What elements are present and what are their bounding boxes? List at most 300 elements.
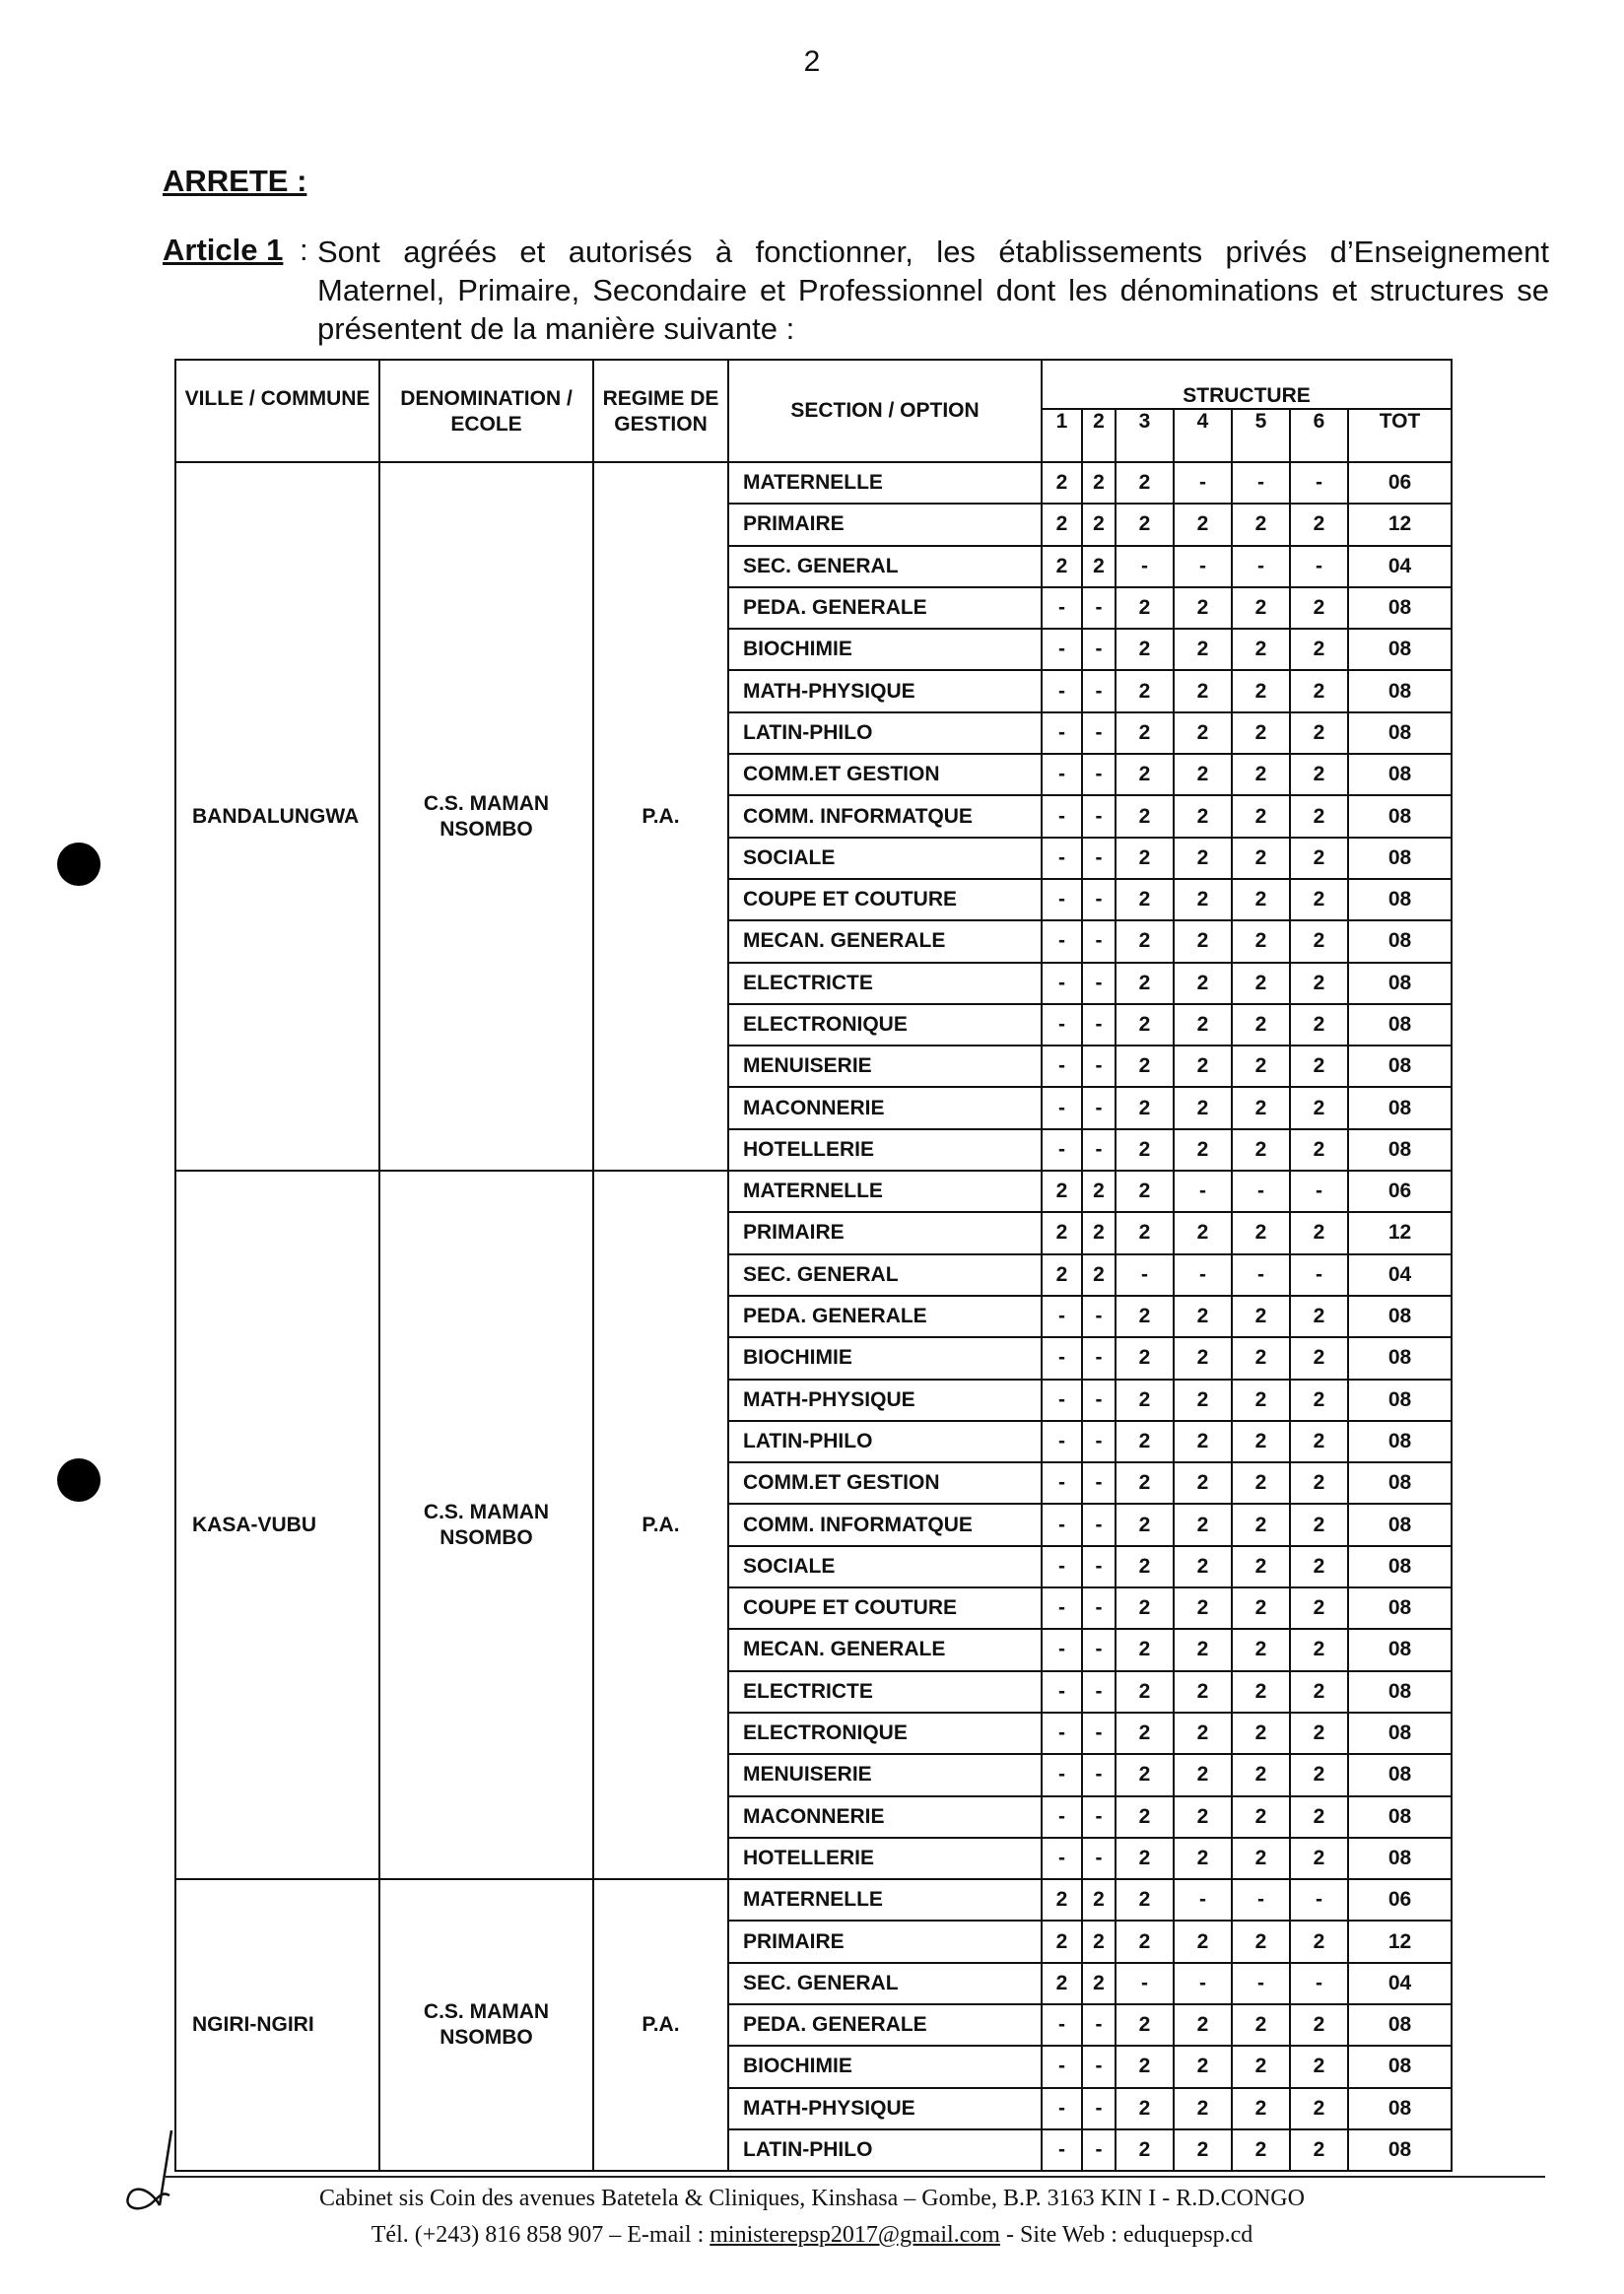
cell-total: 08 xyxy=(1348,1671,1452,1713)
cell-year-4: 2 xyxy=(1174,2046,1232,2087)
cell-section: LATIN-PHILO xyxy=(728,2129,1042,2171)
cell-year-3: 2 xyxy=(1116,754,1174,795)
cell-year-2: - xyxy=(1082,1296,1116,1337)
cell-year-2: 2 xyxy=(1082,1254,1116,1296)
cell-total: 08 xyxy=(1348,629,1452,670)
cell-year-4: - xyxy=(1174,1963,1232,2004)
cell-year-3: 2 xyxy=(1116,1337,1174,1379)
cell-total: 04 xyxy=(1348,546,1452,587)
cell-year-3: 2 xyxy=(1116,587,1174,629)
cell-year-1: - xyxy=(1042,670,1082,711)
cell-year-5: 2 xyxy=(1232,1004,1290,1046)
cell-year-1: - xyxy=(1042,1671,1082,1713)
cell-year-6: 2 xyxy=(1290,1129,1348,1171)
cell-year-1: - xyxy=(1042,1838,1082,1879)
cell-year-3: 2 xyxy=(1116,920,1174,962)
cell-section: LATIN-PHILO xyxy=(728,712,1042,754)
cell-year-5: 2 xyxy=(1232,1629,1290,1670)
cell-section: HOTELLERIE xyxy=(728,1838,1042,1879)
cell-year-1: - xyxy=(1042,2129,1082,2171)
cell-year-2: - xyxy=(1082,1046,1116,1087)
cell-year-1: - xyxy=(1042,1796,1082,1838)
cell-year-1: - xyxy=(1042,754,1082,795)
cell-total: 08 xyxy=(1348,1587,1452,1629)
cell-year-6: - xyxy=(1290,1254,1348,1296)
cell-section: ELECTRICTE xyxy=(728,1671,1042,1713)
cell-total: 08 xyxy=(1348,587,1452,629)
cell-total: 08 xyxy=(1348,879,1452,920)
cell-year-6: 2 xyxy=(1290,1838,1348,1879)
cell-total: 06 xyxy=(1348,1171,1452,1212)
cell-year-1: 2 xyxy=(1042,1879,1082,1921)
cell-year-3: 2 xyxy=(1116,795,1174,837)
cell-year-6: 2 xyxy=(1290,629,1348,670)
cell-year-5: - xyxy=(1232,1879,1290,1921)
cell-year-3: 2 xyxy=(1116,1713,1174,1754)
cell-year-3: 2 xyxy=(1116,1838,1174,1879)
cell-year-2: - xyxy=(1082,795,1116,837)
cell-year-5: 2 xyxy=(1232,1546,1290,1587)
cell-year-4: 2 xyxy=(1174,629,1232,670)
cell-year-3: 2 xyxy=(1116,1421,1174,1462)
cell-year-3: 2 xyxy=(1116,670,1174,711)
cell-year-4: 2 xyxy=(1174,1754,1232,1795)
cell-year-6: 2 xyxy=(1290,1462,1348,1504)
cell-total: 08 xyxy=(1348,754,1452,795)
cell-section: COUPE ET COUTURE xyxy=(728,879,1042,920)
cell-year-2: - xyxy=(1082,2004,1116,2046)
cell-year-3: 2 xyxy=(1116,1546,1174,1587)
cell-year-2: 2 xyxy=(1082,546,1116,587)
cell-year-5: 2 xyxy=(1232,1421,1290,1462)
header-ville: VILLE / COMMUNE xyxy=(175,360,379,462)
cell-section: SOCIALE xyxy=(728,1546,1042,1587)
cell-year-2: 2 xyxy=(1082,504,1116,545)
cell-year-1: 2 xyxy=(1042,462,1082,504)
cell-year-6: 2 xyxy=(1290,1546,1348,1587)
cell-year-5: 2 xyxy=(1232,1671,1290,1713)
cell-year-4: 2 xyxy=(1174,1421,1232,1462)
cell-year-5: 2 xyxy=(1232,2088,1290,2129)
cell-year-2: - xyxy=(1082,963,1116,1004)
footer-address: Cabinet sis Coin des avenues Batetela & Cliniques, Kinshasa – Gombe, B.P. 3163 KIN I - R.D.CONGO xyxy=(319,2186,1305,2211)
cell-year-2: 2 xyxy=(1082,462,1116,504)
cell-year-1: 2 xyxy=(1042,1171,1082,1212)
cell-year-2: - xyxy=(1082,1504,1116,1545)
cell-year-6: 2 xyxy=(1290,879,1348,920)
cell-section: PRIMAIRE xyxy=(728,1921,1042,1962)
cell-total: 08 xyxy=(1348,1796,1452,1838)
cell-total: 08 xyxy=(1348,795,1452,837)
cell-year-2: - xyxy=(1082,1087,1116,1128)
cell-year-5: 2 xyxy=(1232,1087,1290,1128)
cell-total: 08 xyxy=(1348,1046,1452,1087)
cell-year-1: - xyxy=(1042,1421,1082,1462)
cell-year-3: 2 xyxy=(1116,879,1174,920)
cell-year-4: 2 xyxy=(1174,1129,1232,1171)
cell-year-6: 2 xyxy=(1290,963,1348,1004)
cell-year-2: - xyxy=(1082,754,1116,795)
cell-regime: P.A. xyxy=(593,1879,728,2171)
article-colon: : xyxy=(300,233,308,267)
cell-total: 04 xyxy=(1348,1963,1452,2004)
cell-year-1: - xyxy=(1042,1337,1082,1379)
cell-year-5: 2 xyxy=(1232,879,1290,920)
cell-year-2: - xyxy=(1082,879,1116,920)
cell-section: ELECTRONIQUE xyxy=(728,1713,1042,1754)
cell-total: 08 xyxy=(1348,1296,1452,1337)
cell-year-5: 2 xyxy=(1232,587,1290,629)
cell-year-4: 2 xyxy=(1174,1337,1232,1379)
table-row xyxy=(175,1879,1452,1921)
cell-section: BIOCHIMIE xyxy=(728,2046,1042,2087)
cell-year-3: 2 xyxy=(1116,462,1174,504)
cell-year-5: 2 xyxy=(1232,1046,1290,1087)
cell-year-3: 2 xyxy=(1116,963,1174,1004)
cell-year-5: 2 xyxy=(1232,629,1290,670)
cell-year-6: - xyxy=(1290,1879,1348,1921)
cell-total: 08 xyxy=(1348,920,1452,962)
cell-total: 08 xyxy=(1348,1462,1452,1504)
cell-year-5: 2 xyxy=(1232,2046,1290,2087)
cell-total: 08 xyxy=(1348,963,1452,1004)
cell-year-3: 2 xyxy=(1116,504,1174,545)
cell-section: MACONNERIE xyxy=(728,1796,1042,1838)
header-regime: REGIME DE GESTION xyxy=(593,360,728,462)
cell-year-1: 2 xyxy=(1042,1212,1082,1253)
cell-year-6: 2 xyxy=(1290,504,1348,545)
cell-year-4: 2 xyxy=(1174,1921,1232,1962)
cell-section: SEC. GENERAL xyxy=(728,1963,1042,2004)
cell-year-2: - xyxy=(1082,1129,1116,1171)
cell-section: PRIMAIRE xyxy=(728,504,1042,545)
cell-year-4: 2 xyxy=(1174,2088,1232,2129)
cell-year-3: 2 xyxy=(1116,1462,1174,1504)
cell-year-1: - xyxy=(1042,1629,1082,1670)
cell-year-6: 2 xyxy=(1290,587,1348,629)
cell-total: 08 xyxy=(1348,1087,1452,1128)
cell-year-6: 2 xyxy=(1290,754,1348,795)
header-structure: STRUCTURE xyxy=(1042,360,1452,409)
cell-total: 08 xyxy=(1348,1337,1452,1379)
article-label: Article 1 xyxy=(163,233,284,267)
cell-section: MATH-PHYSIQUE xyxy=(728,2088,1042,2129)
header-year-4: 4 xyxy=(1174,409,1232,462)
cell-year-6: - xyxy=(1290,1171,1348,1212)
cell-year-1: - xyxy=(1042,2088,1082,2129)
cell-year-5: - xyxy=(1232,1171,1290,1212)
cell-year-4: 2 xyxy=(1174,1713,1232,1754)
cell-denomination: C.S. MAMAN NSOMBO xyxy=(379,1879,593,2171)
cell-year-5: 2 xyxy=(1232,1754,1290,1795)
cell-total: 08 xyxy=(1348,1380,1452,1421)
cell-section: COMM.ET GESTION xyxy=(728,754,1042,795)
cell-year-2: - xyxy=(1082,1421,1116,1462)
cell-year-5: 2 xyxy=(1232,1462,1290,1504)
header-year-6: 6 xyxy=(1290,409,1348,462)
cell-year-6: 2 xyxy=(1290,712,1348,754)
cell-year-1: - xyxy=(1042,712,1082,754)
header-year-2: 2 xyxy=(1082,409,1116,462)
cell-year-5: 2 xyxy=(1232,712,1290,754)
cell-year-3: 2 xyxy=(1116,2129,1174,2171)
cell-year-1: - xyxy=(1042,1380,1082,1421)
cell-year-2: - xyxy=(1082,1713,1116,1754)
cell-year-5: 2 xyxy=(1232,670,1290,711)
cell-year-1: 2 xyxy=(1042,504,1082,545)
cell-year-4: - xyxy=(1174,1879,1232,1921)
cell-year-3: 2 xyxy=(1116,1879,1174,1921)
cell-section: MENUISERIE xyxy=(728,1046,1042,1087)
footer-rule xyxy=(166,2176,1545,2178)
cell-section: PRIMAIRE xyxy=(728,1212,1042,1253)
cell-year-6: - xyxy=(1290,1963,1348,2004)
cell-year-4: 2 xyxy=(1174,2129,1232,2171)
cell-year-5: 2 xyxy=(1232,1337,1290,1379)
cell-regime: P.A. xyxy=(593,462,728,1171)
cell-year-4: 2 xyxy=(1174,1046,1232,1087)
cell-year-1: - xyxy=(1042,1546,1082,1587)
cell-year-4: - xyxy=(1174,1171,1232,1212)
cell-total: 08 xyxy=(1348,1713,1452,1754)
header-year-5: 5 xyxy=(1232,409,1290,462)
footer-contact xyxy=(0,2222,1624,2249)
cell-year-5: - xyxy=(1232,1963,1290,2004)
cell-year-3: 2 xyxy=(1116,1087,1174,1128)
cell-year-3: 2 xyxy=(1116,2088,1174,2129)
cell-year-2: 2 xyxy=(1082,1212,1116,1253)
cell-year-5: 2 xyxy=(1232,795,1290,837)
cell-year-5: 2 xyxy=(1232,1796,1290,1838)
cell-year-4: 2 xyxy=(1174,1587,1232,1629)
cell-year-6: 2 xyxy=(1290,2088,1348,2129)
cell-year-1: - xyxy=(1042,1587,1082,1629)
cell-year-1: 2 xyxy=(1042,1921,1082,1962)
cell-total: 08 xyxy=(1348,1546,1452,1587)
cell-year-1: - xyxy=(1042,1129,1082,1171)
cell-year-3: 2 xyxy=(1116,1212,1174,1253)
cell-year-3: 2 xyxy=(1116,1171,1174,1212)
cell-year-6: 2 xyxy=(1290,1796,1348,1838)
cell-section: COMM. INFORMATQUE xyxy=(728,795,1042,837)
footer-website: - Site Web : eduquepsp.cd xyxy=(999,2222,1253,2248)
cell-year-4: 2 xyxy=(1174,1629,1232,1670)
footer-email-link[interactable]: ministerepsp2017@gmail.com xyxy=(710,2222,1000,2248)
cell-year-4: 2 xyxy=(1174,670,1232,711)
cell-year-4: 2 xyxy=(1174,1462,1232,1504)
cell-year-2: - xyxy=(1082,712,1116,754)
cell-year-1: - xyxy=(1042,920,1082,962)
footer-phone: Tél. (+243) 816 858 907 – E-mail : xyxy=(371,2222,710,2248)
cell-year-2: - xyxy=(1082,920,1116,962)
structure-table xyxy=(174,359,1453,2172)
cell-year-1: - xyxy=(1042,1296,1082,1337)
cell-total: 06 xyxy=(1348,1879,1452,1921)
cell-year-3: 2 xyxy=(1116,2004,1174,2046)
header-year-3: 3 xyxy=(1116,409,1174,462)
cell-year-1: - xyxy=(1042,1462,1082,1504)
cell-year-5: 2 xyxy=(1232,1129,1290,1171)
cell-ville: BANDALUNGWA xyxy=(175,462,379,1171)
cell-year-1: - xyxy=(1042,1046,1082,1087)
cell-year-4: 2 xyxy=(1174,795,1232,837)
cell-year-6: 2 xyxy=(1290,1046,1348,1087)
cell-year-6: - xyxy=(1290,462,1348,504)
cell-year-1: - xyxy=(1042,1713,1082,1754)
cell-year-6: 2 xyxy=(1290,1087,1348,1128)
cell-year-4: 2 xyxy=(1174,1004,1232,1046)
table-row xyxy=(175,462,1452,504)
cell-year-4: 2 xyxy=(1174,2004,1232,2046)
cell-year-2: - xyxy=(1082,1796,1116,1838)
cell-year-2: - xyxy=(1082,587,1116,629)
cell-section: SEC. GENERAL xyxy=(728,1254,1042,1296)
cell-section: COUPE ET COUTURE xyxy=(728,1587,1042,1629)
cell-total: 08 xyxy=(1348,2004,1452,2046)
cell-section: BIOCHIMIE xyxy=(728,629,1042,670)
cell-section: HOTELLERIE xyxy=(728,1129,1042,1171)
cell-year-3: 2 xyxy=(1116,1504,1174,1545)
cell-total: 08 xyxy=(1348,1129,1452,1171)
cell-year-2: - xyxy=(1082,1546,1116,1587)
cell-section: ELECTRICTE xyxy=(728,963,1042,1004)
cell-year-2: - xyxy=(1082,1587,1116,1629)
cell-year-5: 2 xyxy=(1232,920,1290,962)
cell-year-3: 2 xyxy=(1116,1796,1174,1838)
cell-section: MECAN. GENERALE xyxy=(728,920,1042,962)
cell-year-3: 2 xyxy=(1116,838,1174,879)
cell-year-6: 2 xyxy=(1290,1504,1348,1545)
cell-year-5: - xyxy=(1232,1254,1290,1296)
cell-year-5: 2 xyxy=(1232,1921,1290,1962)
cell-year-4: 2 xyxy=(1174,1296,1232,1337)
cell-year-2: - xyxy=(1082,1754,1116,1795)
cell-year-6: 2 xyxy=(1290,1212,1348,1253)
cell-year-4: 2 xyxy=(1174,920,1232,962)
cell-year-5: 2 xyxy=(1232,963,1290,1004)
cell-total: 04 xyxy=(1348,1254,1452,1296)
cell-year-2: - xyxy=(1082,1337,1116,1379)
cell-year-3: - xyxy=(1116,546,1174,587)
header-year-1: 1 xyxy=(1042,409,1082,462)
cell-year-5: 2 xyxy=(1232,1504,1290,1545)
cell-year-3: 2 xyxy=(1116,1587,1174,1629)
cell-year-6: 2 xyxy=(1290,1380,1348,1421)
cell-section: SOCIALE xyxy=(728,838,1042,879)
cell-section: MENUISERIE xyxy=(728,1754,1042,1795)
cell-year-2: - xyxy=(1082,2088,1116,2129)
cell-total: 08 xyxy=(1348,1754,1452,1795)
cell-year-6: 2 xyxy=(1290,2129,1348,2171)
cell-year-4: - xyxy=(1174,546,1232,587)
cell-year-3: 2 xyxy=(1116,1921,1174,1962)
cell-year-4: 2 xyxy=(1174,1212,1232,1253)
cell-year-2: - xyxy=(1082,1629,1116,1670)
cell-year-4: 2 xyxy=(1174,712,1232,754)
cell-section: PEDA. GENERALE xyxy=(728,2004,1042,2046)
cell-year-2: - xyxy=(1082,2129,1116,2171)
cell-year-3: 2 xyxy=(1116,1046,1174,1087)
cell-year-4: 2 xyxy=(1174,838,1232,879)
cell-year-5: - xyxy=(1232,462,1290,504)
cell-year-4: 2 xyxy=(1174,1796,1232,1838)
cell-year-1: 2 xyxy=(1042,1254,1082,1296)
binder-hole xyxy=(57,843,101,886)
cell-year-3: 2 xyxy=(1116,1296,1174,1337)
cell-year-6: 2 xyxy=(1290,1921,1348,1962)
cell-total: 08 xyxy=(1348,1629,1452,1670)
cell-year-2: 2 xyxy=(1082,1879,1116,1921)
cell-total: 06 xyxy=(1348,462,1452,504)
cell-year-5: 2 xyxy=(1232,2129,1290,2171)
cell-year-3: 2 xyxy=(1116,1671,1174,1713)
cell-year-6: 2 xyxy=(1290,1713,1348,1754)
cell-year-6: - xyxy=(1290,546,1348,587)
cell-year-4: 2 xyxy=(1174,1671,1232,1713)
cell-year-6: 2 xyxy=(1290,1587,1348,1629)
cell-section: ELECTRONIQUE xyxy=(728,1004,1042,1046)
cell-year-3: 2 xyxy=(1116,629,1174,670)
cell-year-6: 2 xyxy=(1290,1337,1348,1379)
cell-section: SEC. GENERAL xyxy=(728,546,1042,587)
cell-year-1: 2 xyxy=(1042,1963,1082,2004)
cell-year-6: 2 xyxy=(1290,1671,1348,1713)
cell-year-3: 2 xyxy=(1116,2046,1174,2087)
page-number: 2 xyxy=(803,45,821,78)
cell-denomination: C.S. MAMAN NSOMBO xyxy=(379,1171,593,1879)
cell-year-3: 2 xyxy=(1116,1129,1174,1171)
cell-year-4: 2 xyxy=(1174,963,1232,1004)
cell-year-6: 2 xyxy=(1290,1296,1348,1337)
cell-section: COMM. INFORMATQUE xyxy=(728,1504,1042,1545)
cell-year-3: 2 xyxy=(1116,1629,1174,1670)
cell-year-6: 2 xyxy=(1290,670,1348,711)
cell-total: 08 xyxy=(1348,1504,1452,1545)
cell-total: 08 xyxy=(1348,712,1452,754)
cell-denomination: C.S. MAMAN NSOMBO xyxy=(379,462,593,1171)
cell-total: 08 xyxy=(1348,1004,1452,1046)
cell-year-2: - xyxy=(1082,1462,1116,1504)
binder-hole xyxy=(57,1458,101,1502)
header-denomination: DENOMINATION / ECOLE xyxy=(379,360,593,462)
cell-section: MATH-PHYSIQUE xyxy=(728,670,1042,711)
cell-year-3: - xyxy=(1116,1254,1174,1296)
cell-year-3: 2 xyxy=(1116,1380,1174,1421)
cell-year-1: - xyxy=(1042,1004,1082,1046)
cell-year-3: 2 xyxy=(1116,1004,1174,1046)
cell-total: 08 xyxy=(1348,2046,1452,2087)
table-row xyxy=(175,1171,1452,1212)
cell-year-6: 2 xyxy=(1290,838,1348,879)
cell-year-5: 2 xyxy=(1232,838,1290,879)
cell-section: MATERNELLE xyxy=(728,1879,1042,1921)
cell-year-2: - xyxy=(1082,2046,1116,2087)
cell-section: PEDA. GENERALE xyxy=(728,1296,1042,1337)
cell-year-1: - xyxy=(1042,1504,1082,1545)
cell-year-4: 2 xyxy=(1174,754,1232,795)
cell-year-6: 2 xyxy=(1290,795,1348,837)
cell-year-6: 2 xyxy=(1290,1629,1348,1670)
article-text: Sont agréés et autorisés à fonctionner, les établissements privés d’Enseignement Maternel, Primaire, Secondaire et Professionnel dont les dénominations et structures se présentent de la manière suivante : xyxy=(317,235,1549,346)
cell-year-4: 2 xyxy=(1174,1838,1232,1879)
cell-year-4: 2 xyxy=(1174,504,1232,545)
cell-year-3: 2 xyxy=(1116,712,1174,754)
cell-year-6: 2 xyxy=(1290,1421,1348,1462)
cell-ville: NGIRI-NGIRI xyxy=(175,1879,379,2171)
header-section: SECTION / OPTION xyxy=(728,360,1042,462)
cell-year-5: 2 xyxy=(1232,754,1290,795)
cell-year-2: 2 xyxy=(1082,1171,1116,1212)
